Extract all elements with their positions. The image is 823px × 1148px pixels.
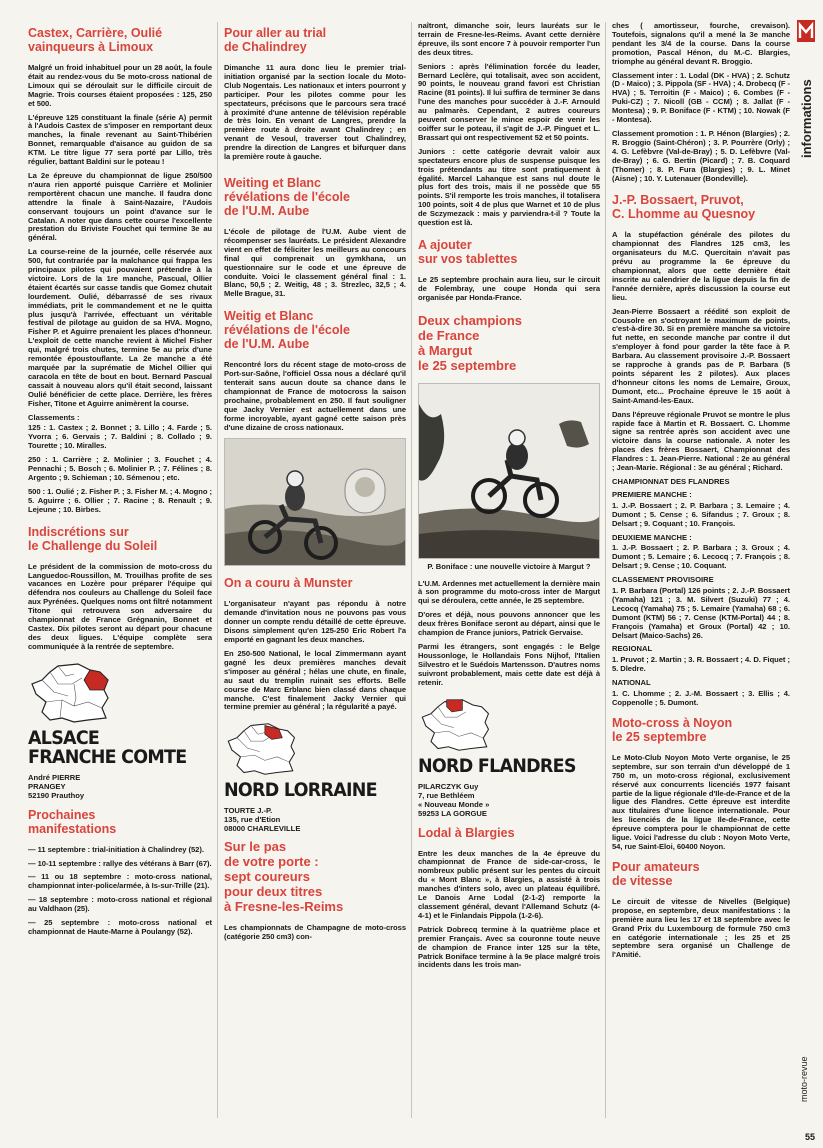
column-3 [418,22,600,975]
article-paragraph: Dans l'épreuve régionale Pruvot se montre le plus rapide face à Martin et R. Bossaert. C. Lhomme signe sa rentrée après son accident avec une victoire dans la course nationale. A noter les places des frères Bossaert, Championnat des Flandres : 1. Jean-Pierre. National : 2e au général ; Jean-Marie. Régional : 3e au général ; Richard. [612,409,790,473]
article-paragraph: Seniors : après l'élimination forcée du leader, Bernard Leclère, qui totalisait, avec son accident, 90 points, le nouveau grand favori est Christian Racine (81 points). Il lui suffira de terminer 3e dans l'une des manches pour succéder à J.-F. Arnould au palmarès. Cependant, 2 autres coureurs peuvent conserver le mince espoir de venir les coiffer sur le poteau, il s'agit de J.-P. Pinguet et L. Brassart qui ont respectivement 52 et 50 points. [418,61,600,142]
results-heading: CHAMPIONNAT DES FLANDRES [612,476,730,486]
event-item: — 11 ou 18 septembre : moto-cross national, championnat inter-police/armée, à Is-sur-Trille (21). [28,872,212,891]
column-divider [217,22,218,1118]
results-line: 1. J.-P. Bossaert ; 2. P. Barbara ; 3. Groux ; 4. Dumont ; 5. Lemaire ; 6. Lecocq ; 7. François ; 8. Delsart ; 9. Cense ; 10. Coquant. [612,543,790,571]
motocross-rider-photo [224,438,406,566]
results-heading: DEUXIEME MANCHE : [612,532,692,542]
results-heading: NATIONAL [612,678,651,688]
column-2 [224,22,406,947]
results-line: Classement promotion : 1. P. Hénon (Blargies) ; 2. R. Broggio (Saint-Chéron) ; 3. P. Pourrère (Orly) ; 4. G. Lefèbvre (Val-de-Bray) ; 5. D. Lefèbvre (Val-de-Bray) ; 6. G. Bertin (Picard) ; 7. B. Coquard (Thomer) ; 8. P. Fura (Blargies) ; 9. L. Minet (Aisne) ; 10. Y. Lutenauer (Bondeville). [612,128,790,183]
article-paragraph: La 2e épreuve du championnat de ligue 250/500 n'aura rien apporté puisque Carrière et Molinier remportèrent chacun une manche. Il faudra donc attendre la finale à Saint-Nazaire, l'Audois conservant toujours un point d'avance sur le Catalan. A noter que dans cette course l'excellente prestation du Briviste Fouchet qui termine 3e au général. [28,170,212,243]
article-paragraph: naîtront, dimanche soir, leurs lauréats sur le terrain de Fresne-les-Reims. Avant cette dernière épreuve, ils sont encore 7 à pouvoir remporter l'un des deux titres. [418,22,600,57]
article-headline: Pour amateurs de vitesse [612,859,700,888]
article-trial-chalindrey [224,26,406,162]
region-title: NORD FLANDRES [418,754,576,777]
article-lodal-continued [612,22,790,183]
article-paragraph: En 250-500 National, le local Zimmermann ayant gagné les deux premières manches devait s'imposer au général ; hélas une chute, en finale, au saut du tremplin ruinait ses efforts. Belle course de Marc Erblanc bien classé dans chaque manche. C'est finalement Jacky Vernier qui termine premier au général ; la régularité a payé. [224,649,406,712]
region-title: ALSACE FRANCHE COMTE [28,726,187,768]
article-paragraph: Juniors : cette catégorie devrait valoir aux spectateurs encore plus de suspense puisque les trois prétendants au titre sont pratiquement à égalité. Marcel Lahanque est sans nul doute le plus fort des trois, mais il ne possède que 55 points. S'il remporte les trois manches, il totalisera 100 points, soit 4 de plus que Warnet et 10 de plus de Sczymezack : mais y parviendra-t-il ? Toute la question est là. [418,146,600,228]
article-headline: A ajouter sur vos tablettes [418,237,518,266]
article-paragraph: Le Moto-Club Noyon Moto Verte organise, le 25 septembre, sur son terrain d'un développé de 1 750 m, un moto-cross régional, exclusivement réservé aux concurrents licenciés 1977 faisant partie de la ligue régionale d'Ile-de-France et de la ligue des Flandres. Cette épreuve est interdite aux titulaires d'une licence internationale. Pour les licenciés de la ligue Ile-de-France, cette épreuve comptera pour le championnat de cette ligue. Voici l'adresse du club : Noyon Moto Verte, 54, rue Saint-Eloi, 60400 Noyon. [612,752,790,851]
article-paragraph: La course-reine de la journée, celle réservée aux 500, fut contrariée par la malchance qui frappa les principaux pilotes qui pouvaient prétendre à la victoire. Lors de la 1re manche, Pascual, Ollier étaient écartés sur casse tandis que Gomez chutait lourdement. Oulié, débarrassé de ses rivaux immédiats, prit le commandement et ne le quitta plus jusqu'à l'arrivée, effectuant un véritable festival de pilotage au guidon de sa HVA. Mogno, Fisher P. et Aguirre prenaient les places d'honneur. L'exploit de cette manche revient à Michel Fisher qui, malgré trois chutes, termine 5e au prix d'une remontée époustouflante. La 2e manche a été marquée par la suprématie de Michel Ollier qui caracola en tête de bout en bout. Bernard Pascual cassait à nouveau alors qu'il était second, laissant Oulié bénéficier de cette place. Derrière, les frères Fisher, Titone et Aguirre animèrent la course. [28,247,212,408]
article-prochaines-manifestations [28,808,212,937]
article-paragraph: L'U.M. Ardennes met actuellement la dernière main à son programme du moto-cross inter de Margut qui se déroulera, cette année, le 25 septembre. [418,578,600,606]
article-paragraph: D'ores et déjà, nous pouvons annoncer que les deux frères Boniface seront au départ, ainsi que le champion de France juniors, Patrick Gervaise. [418,610,600,638]
article-weiting-blanc [224,176,406,299]
article-munster [224,576,406,712]
article-tablettes [418,238,600,303]
region-block-nord-flandres [418,698,600,818]
article-noyon [612,716,790,852]
france-map-icon [224,722,304,776]
results-line: 1. C. Lhomme ; 2. J.-M. Bossaert ; 3. Ellis ; 4. Coppenolle ; 5. Dumont. [612,689,790,707]
article-paragraph: L'épreuve 125 constituant la finale (série A) permit à l'Audois Castex de s'imposer en remportant deux manches, la finale revenant au Saint-Thibérien Bonnet, remarquable d'aisance au guidon de sa KTM. Le titre ligue 77 sera porté par Lillo, très régulier, battant Baldini sur le poteau ! [28,112,212,167]
results-line: 1. J.-P. Bossaert ; 2. P. Barbara ; 3. Lemaire ; 4. Dumont ; 5. Cense ; 6. Sifandus ; 7. Groux ; 8. Delsart ; 9. Coquant ; 10. François. [612,500,790,528]
region-block-alsace [28,662,212,800]
results-line: 1. P. Barbara (Portal) 126 points ; 2. J.-P. Bossaert (Yamaha) 121 ; 3. M. Silvert (Suzuki) 77 ; 4. Lecocq (Yamaha) 75 ; 5. Lemaire (Yamaha) 68 ; 6. Dumont (KTM) 56 ; 7. Cense (KTM-Portal) 44 ; 8. François (Yamaha) et Groux (Portal) 42 ; 10. Delsart (Maico-Sachs) 26. [612,586,790,640]
article-headline: Indiscrétions sur le Challenge du Soleil [28,524,158,553]
results-line: 250 : 1. Carrière ; 2. Molinier ; 3. Fouchet ; 4. Pennachi ; 5. Bosch ; 6. Molinier P. ; 7. Félines ; 8. Argento ; 9. Schieman ; 10. Sémenou ; etc. [28,455,212,482]
article-paragraph: Dimanche 11 aura donc lieu le premier trial-initiation organisé par la section locale du Moto-Club Nogentais. Les nationaux et inters pourront y participer. Pour les pilotes comme pour les spectateurs, précisons que le parcours sera tracé à proximité d'une antenne de télévision repérable de très loin. En venant de Langres, prendre la première route à droite avant Chalindrey ; en venant de Vesoul, traverser tout Chalindrey, prendre la direction de Langres et bifurquer dans la première route à gauche. [224,63,406,162]
column-4 [612,22,790,965]
article-paragraph: Le 25 septembre prochain aura lieu, sur le circuit de Folembray, une coupe Honda qui sera organisée par Honda-France. [418,274,600,302]
article-challenge-soleil [28,525,212,652]
results-heading: CLASSEMENT PROVISOIRE [612,575,714,585]
section-sidebar [795,20,817,1130]
article-headline: J.-P. Bossaert, Pruvot, C. Lhomme au Quesnoy [612,193,756,222]
article-paragraph: Malgré un froid inhabituel pour un 28 août, la foule était au rendez-vous du 5e moto-cross national de Limoux qui se déroulait sur le difficile circuit de Magrie. Trois courses étaient proposées : 125, 250 et 500. [28,63,212,108]
article-paragraph: Patrick Dobrecq termine à la quatrième place et premier Français. Avec sa couronne toute neuve de champion de France inter 125 sur la tête, Patrick Boniface termine à la 9e place malgré trois incidents dans les trois man- [418,924,600,970]
article-headline: On a couru à Munster [224,576,353,591]
event-item: — 11 septembre : trial-initiation à Chalindrey (52). [28,844,204,854]
article-fresne-les-reims [224,839,406,942]
article-headline: Weitig et Blanc révélations de l'école de l'U.M. Aube [224,309,350,352]
article-bossaert-quesnoy [612,193,790,708]
results-line: 1. Pruvot ; 2. Martin ; 3. R. Bossaert ; 4. D. Fiquet ; 5. Dledre. [612,655,790,674]
motorevue-logo-icon [797,20,815,42]
article-fresne-continued [418,22,600,228]
article-paragraph: Rencontré lors du récent stage de moto-cross de Port-sur-Saône, l'officiel Ossa nous a déclaré qu'il tenterait sans aucun doute sa chance dans le championnat de France de motocross la saison prochaine, probablement en 250. Il faut souligner que Jacky Vernier est actuellement dans une forme incroyable, ayant gagné cette saison près d'une dizaine de cross nationaux. [224,360,406,432]
region-block-nord-lorraine [224,722,406,833]
column-1 [28,22,212,942]
page-number: 55 [804,1132,815,1142]
article-headline: Pour aller au trial de Chalindrey [224,26,327,54]
correspondent-address: TOURTE J.-P. 135, rue d'Etion 08000 CHARLEVILLE [224,806,301,834]
article-headline: Prochaines manifestations [28,807,117,836]
article-lodal-blargies [418,826,600,971]
article-paragraph: A la stupéfaction générale des pilotes du championnat des Flandres 125 cm3, les organisateurs du M.C. Quercitain n'avait pas prévu au programme la 6e épreuve du championnat, alors que cette dernière était inscrite au calendrier de la ligue depuis la fin de l'année dernière, après discussion la course eut lieu. [612,230,790,302]
magazine-name: moto-revue [799,1056,809,1102]
article-paragraph: L'école de pilotage de l'U.M. Aube vient de récompenser ses lauréats. Le président Alexandre vient en effet de féliciter les meilleurs au concours final qui comprenait un gymkhana, un questionnaire sur le code et une épreuve de conduite. Voici le classement général final : 1. Blanc, 50,5 ; 2. Weitig, 48 ; 3. Strezlec, 32,5 ; 4. Melle Brague, 31. [224,226,406,299]
article-paragraph: Les championnats de Champagne de moto-cross (catégorie 250 cm3) con- [224,923,406,942]
article-paragraph: Entre les deux manches de la 4e épreuve du championnat de France de side-car-cross, le nombreux public présent sur les pentes du circuit du « Mont Blanc », à Blargies, a assisté à trois manches d'inters solo, avec un plateau équilibré. Le Danois Arne Lodal (2-1-2) remporte la classement général, devant l'Allemand Schutz (4-4-1) et le Finlandais Pippola (1-2-6). [418,848,600,920]
results-line: 125 : 1. Castex ; 2. Bonnet ; 3. Lillo ; 4. Farde ; 5. Yvorra ; 6. Gervais ; 7. Baldini ; 8. Collado ; 9. Tourette ; 10. Miralles. [28,423,212,451]
article-paragraph: L'organisateur n'ayant pas répondu à notre demande d'invitation nous ne pouvons pas vous donner un compte rendu détaillé de cette épreuve. Disons simplement qu'en 125-250 Eric Robert l'a emporté en gagnant les deux manches. [224,599,406,645]
motorcycle-jump-illustration [419,384,600,559]
event-item: — 10-11 septembre : rallye des vétérans à Barr (67). [28,858,212,868]
results-line: 500 : 1. Oulié ; 2. Fisher P. ; 3. Fisher M. ; 4. Mogno ; 5. Aguirre ; 6. Ollier ; 7. Racine ; 8. Renault ; 9. Lejeune ; 10. Birbes. [28,486,212,514]
france-map-icon [28,662,118,724]
event-item: — 18 septembre : moto-cross national et régional au Valdhaon (25). [28,895,212,914]
results-title: Classements : [28,412,80,422]
france-map-icon [418,698,498,752]
article-amateurs-vitesse [612,860,790,960]
article-headline: Castex, Carrière, Oulié vainqueurs à Limoux [28,26,163,54]
results-heading: REGIONAL [612,644,653,654]
section-label: informations [799,79,814,158]
motorcycle-illustration [225,439,406,566]
article-headline: Weiting et Blanc révélations de l'école de l'U.M. Aube [224,175,350,218]
column-divider [605,22,606,1118]
article-paragraph: Le circuit de vitesse de Nivelles (Belgique) propose, en septembre, deux manifestations : la première aura lieu les 17 et 18 septembre avec le Grand Prix du Luxembourg de formule 750 cm3 en catégorie internationale ; les 25 et 25 septembre sera organisé un Challenge de l'Amitié. [612,896,790,960]
region-title: NORD LORRAINE [224,779,377,802]
correspondent-address: PILARCZYK Guy 7, rue Bethléem « Nouveau Monde » 59253 LA GORGUE [418,781,490,818]
article-paragraph: Jean-Pierre Bossaert a réédité son exploit de Cousolre en s'octroyant le maximum de points, c'est-à-dire 30. Si en première manche sa victoire fut nette, en seconde manche par contre il dut s'employer à fond pour garder la tête face à P. Barbara. Au classement provisoire J.-P. Bossaert se rapproche à grands pas de P. Barbara (5 points séparent les 2 pilotes). Aux places d'honneur citons les noms de Lemaire, Groux, Dumont, etc... Prochaine épreuve le 15 août à Saint-Amand-les-Eaux. [612,306,790,405]
results-line: Classement inter : 1. Lodal (DK - HVA) ; 2. Schutz (D - Maico) ; 3. Pippola (SF - HVA) ; 4. Drobecq (F - HVA) ; 5. Terroitin (F - Maico) ; 6. Combes (F - Puki-CZ) ; 7. Nicoll (GB - CCM) ; 8. Jallat (F - Montesa) ; 9. P. Boniface (F - KTM) ; 10. Nowak (F - Montesa). [612,70,790,125]
article-headline: Sur le pas de votre porte : sept coureurs pour deux titres à Fresne-les-Reims [224,839,344,915]
article-headline: Lodal à Blargies [418,825,515,840]
article-paragraph: ches ( amortisseur, fourche, crevaison). Toutefois, signalons qu'il a mené la 3e manche pendant les 3/4 de la course. Dans la course promotion, Pascal Hénon, du M.-C. Blargies, triomphe au général devant R. Broggio. [612,22,790,66]
column-divider [411,22,412,1118]
photo-caption: P. Boniface : une nouvelle victoire à Margut ? [427,561,591,571]
article-paragraph: Le président de la commission de moto-cross du Languedoc-Roussillon, M. Trouilhas profite de ses vacances en Lozère pour préparer l'équipe qui défendra nos couleurs au Challenge du Soleil face aux Pyrénées. Quelques noms ont filtré notamment Titone qui retrouvera son adversaire du championnat de France Grégnanin, Bonnet et Castex. Dix pilotes seront au départ pour chacune des deux ligues. L'équipe complète sera communiquée à la rentrée de septembre. [28,561,212,651]
article-margut [418,313,600,688]
event-item: — 25 septembre : moto-cross national et championnat de Haute-Marne à Poulangy (52). [28,918,212,936]
article-headline: Moto-cross à Noyon le 25 septembre [612,715,733,744]
results-heading: PREMIERE MANCHE : [612,489,692,499]
article-castex-limoux [28,26,212,515]
article-headline: Deux champions de France à Margut le 25 septembre [418,312,523,373]
article-weitig-blanc [224,309,406,432]
article-paragraph: Parmi les étrangers, sont engagés : le Belge Houssonloge, le Hollandais Fons Nijhof, l'Italien Silvestro et le Suédois Martensson. D'autres noms suivront probablement, mais cette date est déjà à retenir. [418,642,600,687]
correspondent-address: André PIERRE PRANGEY 52190 Prauthoy [28,772,85,800]
boniface-photo [418,383,600,559]
